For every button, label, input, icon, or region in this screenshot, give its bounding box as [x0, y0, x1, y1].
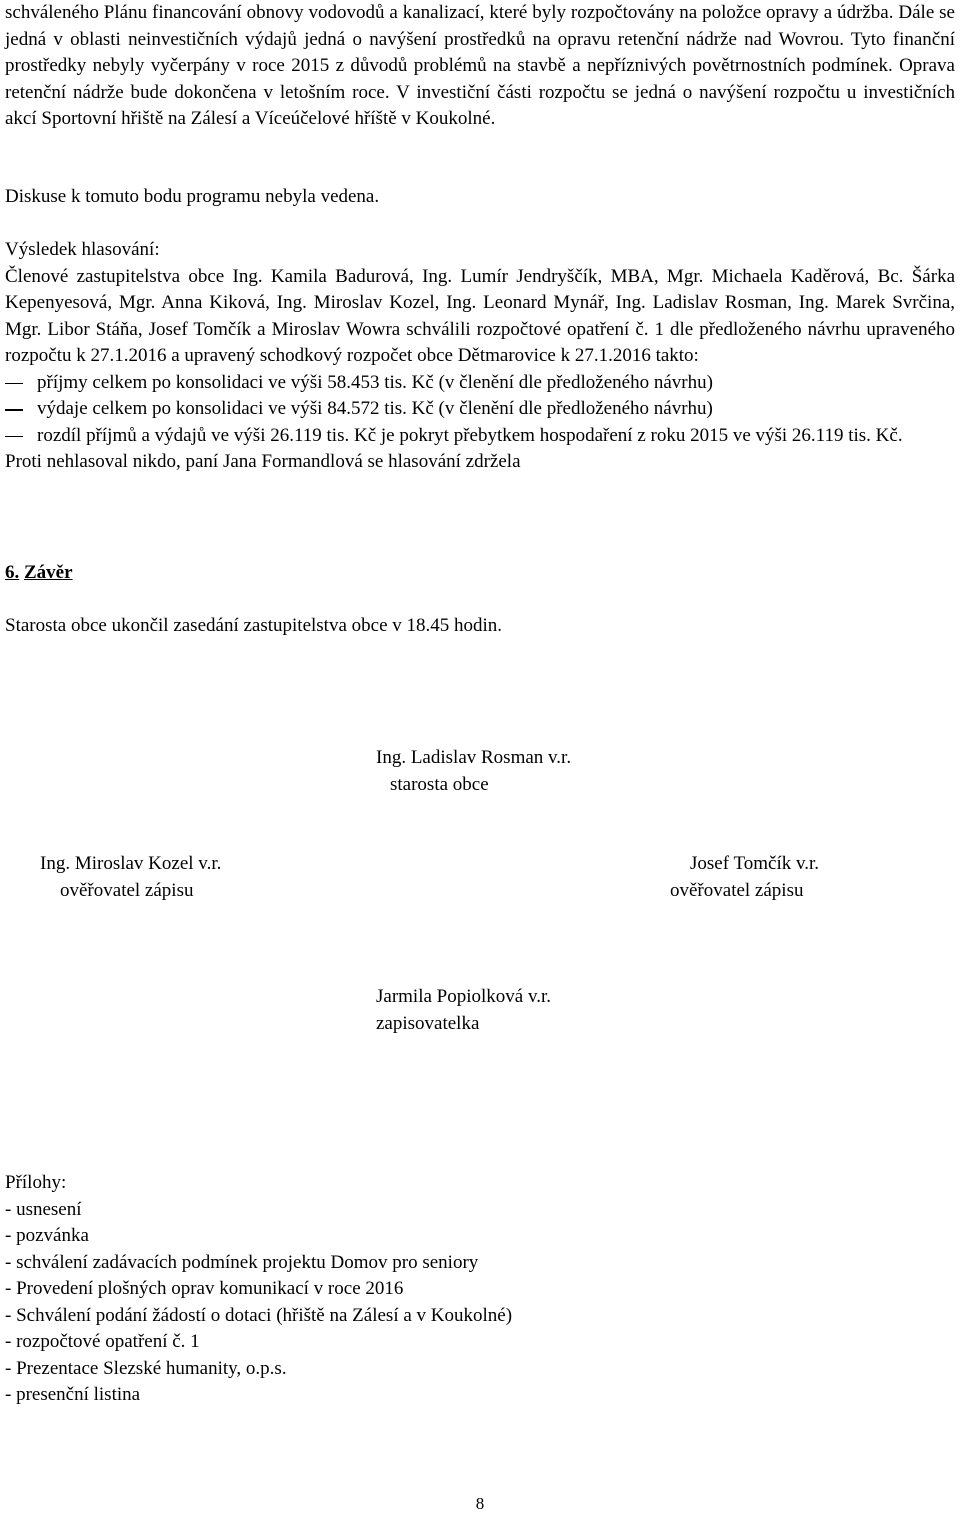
list-item: rozdíl příjmů a výdajů ve výši 26.119 tis. Kč je pokryt přebytkem hospodaření z roku 2015 ve výši 26.119 tis. Kč.	[37, 424, 903, 446]
verifier1-signature	[40, 851, 221, 904]
signature-role: starosta obce	[390, 773, 489, 795]
signature-role: zapisovatelka	[376, 1012, 480, 1034]
list-item: - pozvánka	[5, 1225, 89, 1246]
list-item: - rozpočtové opatření č. 1	[5, 1331, 200, 1352]
intro-paragraph: schváleného Plánu financování obnovy vodovodů a kanalizací, které byly rozpočtovány na položce opravy a údržba. Dále se jedná v oblasti neinvestičních výdajů jedná o navýšení prostředků na opravu retenční nádrže nad Wovrou. Tyto finanční prostředky nebyly vyčerpány v roce 2015 z důvodů problémů na stavbě a nepříznivých povětrnostních podmínek. Oprava retenční nádrže bude dokončena v letošním roce. V investiční části rozpočtu se jedná o navýšení rozpočtu u investičních akcí Sportovní hřiště na Zálesí a Víceúčelové hříště v Koukolné.	[5, 2, 955, 129]
discussion-note: Diskuse k tomuto bodu programu nebyla vedena.	[5, 186, 380, 207]
attachments-section	[5, 1170, 955, 1409]
mayor-signature	[376, 745, 571, 798]
section-heading	[5, 560, 955, 587]
page-number: 8	[475, 1494, 485, 1513]
verifier2-signature	[670, 851, 819, 904]
list-item: - Provedení plošných oprav komunikací v roce 2016	[5, 1278, 404, 1299]
signature-role: ověřovatel zápisu	[670, 879, 804, 901]
list-item: - Prezentace Slezské humanity, o.p.s.	[5, 1357, 287, 1379]
attachments-heading: Přílohy:	[5, 1172, 67, 1193]
vote-text: Členové zastupitelstva obce Ing. Kamila Badurová, Ing. Lumír Jendryščík, MBA, Mgr. Michaela Kaděrová, Bc. Šárka Kepenyesová, Mgr. Anna Kiková, Ing. Miroslav Kozel, Ing. Leonard Mynář, Ing. Ladislav Rosman, Ing. Marek Svrčina, Mgr. Libor Stáňa, Josef Tomčík a Miroslav Wowra schválili rozpočtové opatření č. 1 dle předloženého návrhu upraveného rozpočtu k 27.1.2016 a upravený schodkový rozpočet obce Dětmarovice k 27.1.2016 takto:	[5, 265, 955, 366]
recorder-signature	[376, 984, 551, 1037]
signature-name: Jarmila Popiolková v.r.	[376, 986, 552, 1007]
attachments-list	[5, 1197, 955, 1409]
closing-text: Starosta obce ukončil zasedání zastupitelstva obce v 18.45 hodin.	[5, 615, 503, 636]
vote-section	[5, 237, 955, 476]
signature-name: Ing. Miroslav Kozel v.r.	[40, 853, 222, 874]
vote-abstain-text: Proti nehlasoval nikdo, paní Jana Formandlová se hlasování zdržela	[5, 451, 521, 472]
signature-name: Josef Tomčík v.r.	[690, 853, 820, 874]
section-title: Závěr	[24, 562, 73, 583]
list-item: - schválení zadávacích podmínek projektu Domov pro seniory	[5, 1251, 479, 1273]
list-item: výdaje celkem po konsolidaci ve výši 84.572 tis. Kč (v členění dle předloženého návrhu)	[37, 398, 713, 419]
list-item: - Schválení podání žádostí o dotaci (hřiště na Zálesí a v Koukolné)	[5, 1304, 513, 1326]
signature-name: Ing. Ladislav Rosman v.r.	[376, 747, 572, 768]
list-item: příjmy celkem po konsolidaci ve výši 58.453 tis. Kč (v členění dle předloženého návrhu)	[37, 371, 713, 393]
section-number: 6.	[5, 562, 20, 583]
list-item: - usnesení	[5, 1198, 82, 1220]
list-item: - presenční listina	[5, 1384, 141, 1405]
vote-bullet-list	[5, 370, 955, 450]
vote-heading: Výsledek hlasování:	[5, 239, 160, 260]
signature-role: ověřovatel zápisu	[60, 879, 194, 901]
